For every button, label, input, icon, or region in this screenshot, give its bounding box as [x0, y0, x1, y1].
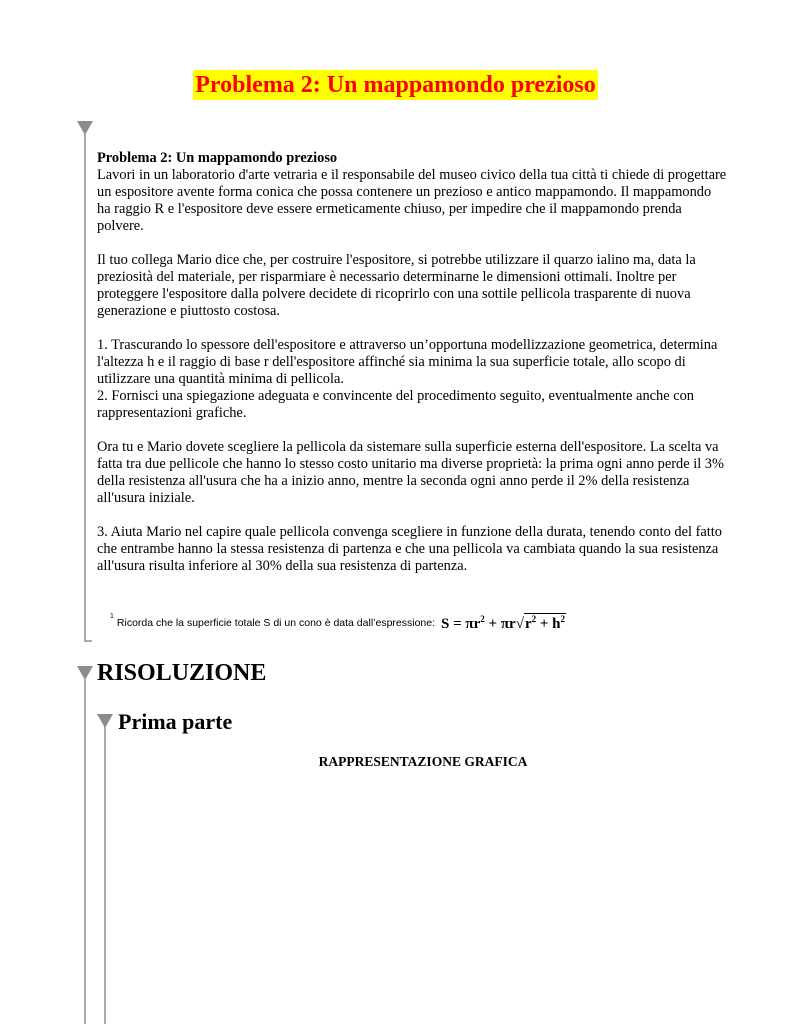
- outline-bracket-line: [84, 134, 86, 642]
- collapse-triangle-icon[interactable]: [77, 666, 93, 680]
- section-heading: RISOLUZIONE: [97, 660, 267, 686]
- formula-exponent: 2: [480, 614, 485, 624]
- formula-lhs: S = πr: [441, 616, 481, 632]
- cone-surface-formula: $S = \pi r^2 + \pi r√r^2 + h^2$: [441, 614, 566, 632]
- collapse-triangle-icon[interactable]: [77, 121, 93, 135]
- formula-exponent: 2: [560, 614, 566, 624]
- title-container: [0, 70, 791, 100]
- subsection-heading: Prima parte: [118, 709, 233, 734]
- paragraph: Ora tu e Mario dovete scegliere la pellicola da sistemare sulla superficie esterna dell'espositore. La scelta va fatta tra due pellicole che hanno lo stesso costo unitario ma diverse proprietà: la prima ogni anno perde il 3% della resistenza all'usura che ha a inizio anno, mentre la seconda ogni anno perde il 2% della resistenza all'usura iniziale.: [97, 439, 724, 506]
- formula-radicand-plus: + h: [536, 616, 561, 632]
- question-1: 1. Trascurando lo spessore dell'espositore e attraverso un’opportuna modellizzazione geometrica, determina l'altezza h e il raggio di base r dell'espositore affinché sia minima la sua superficie totale, allo scopo di utilizzare una quantità minima di pellicola.: [97, 337, 718, 387]
- formula-radicand-base: r: [524, 616, 532, 632]
- problem-heading: Problema 2: Un mappamondo prezioso: [97, 150, 338, 166]
- page-title: Problema 2: Un mappamondo prezioso: [195, 72, 596, 98]
- formula-radicand: [524, 613, 566, 633]
- figure-caption: RAPPRESENTAZIONE GRAFICA: [318, 754, 528, 769]
- footnote: [110, 611, 590, 635]
- collapse-triangle-icon[interactable]: [97, 714, 113, 728]
- formula-mid: + πr: [484, 616, 516, 632]
- footnote-marker: 1: [110, 613, 114, 620]
- question-3: 3. Aiuta Mario nel capire quale pellicola convenga scegliere in funzione della durata, tenendo conto del fatto che entrambe hanno la stessa resistenza di partenza e che una pellicola va cambiata quando la sua resistenza all'usura risulta inferiore al 30% della sua resistenza di partenza.: [97, 524, 722, 574]
- outline-bracket-foot: [84, 640, 92, 642]
- paragraph: Lavori in un laboratorio d'arte vetraria e il responsabile del museo civico della tua città ti chiede di progettare un espositore avente forma conica che possa contenere un prezioso e antico mappamondo. Il mappamondo ha raggio R e l'espositore deve essere ermeticamente chiuso, per impedire che il mappamondo prenda polvere.: [97, 167, 727, 234]
- footnote-text: Ricorda che la superficie totale S di un cono è data dall’espressione:: [116, 617, 436, 629]
- outline-bracket-line: [84, 679, 86, 1024]
- problem-statement: [97, 150, 727, 592]
- formula-exponent: 2: [531, 614, 537, 624]
- outline-bracket-line: [104, 727, 106, 1024]
- paragraph: Il tuo collega Mario dice che, per costruire l'espositore, si potrebbe utilizzare il quarzo ialino ma, data la preziosità del materiale, per risparmiare è necessario determinarne le dimensioni ottimali. Inoltre per proteggere l'espositore dalla polvere decidete di ricoprirlo con una sottile pellicola trasparente di nuova generazione e piuttosto costosa.: [97, 252, 696, 319]
- question-2: 2. Fornisci una spiegazione adeguata e convincente del procedimento seguito, eventualmente anche con rappresentazioni grafiche.: [97, 388, 694, 421]
